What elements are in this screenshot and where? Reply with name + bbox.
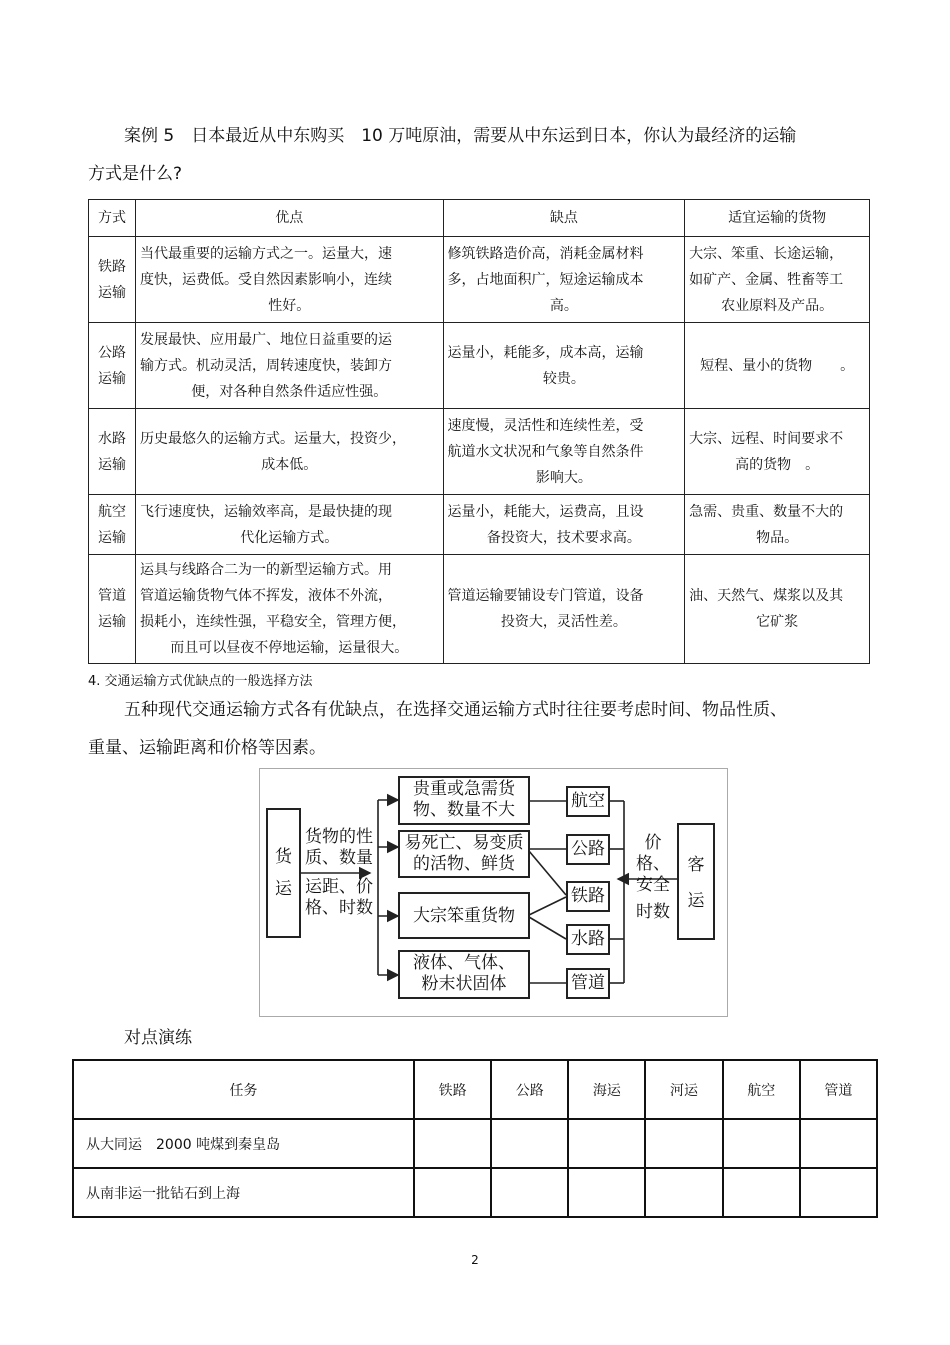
- page-number: 2: [471, 1253, 479, 1267]
- pfactor-line-1: 价格、: [636, 833, 670, 874]
- cell-line: 而且可以昼夜不停地运输，运量很大。: [170, 640, 409, 656]
- mode-pipeline: 管道: [571, 973, 605, 993]
- cell-line: 运输: [97, 284, 126, 301]
- goods-cell: [685, 323, 870, 409]
- cell-line: 运输: [97, 370, 126, 387]
- practice-table: [72, 1059, 878, 1218]
- cell-line: 管道运输要铺设专门管道，设备: [447, 588, 644, 604]
- case-line-2: 方式是什么?: [88, 164, 183, 184]
- practice-header-row: [73, 1060, 877, 1119]
- passenger-factors: [628, 833, 678, 923]
- table-row: [89, 495, 870, 555]
- answer-cell[interactable]: [800, 1168, 877, 1217]
- answer-cell[interactable]: [414, 1168, 491, 1217]
- factor-line-4: 格、时数: [305, 898, 373, 918]
- cell-line: 发展最快、应用最广、地位日益重要的运: [139, 331, 392, 348]
- transport-selection-diagram: [259, 768, 728, 1017]
- section-4-line-2: 重量、运输距离和价格等因素。: [88, 738, 326, 758]
- goods-text: 物、数量不大: [413, 800, 515, 820]
- cell-line: 大宗、远程、时间要求不: [689, 430, 844, 447]
- cell-line: 运输: [97, 456, 126, 473]
- cell-line: 水路: [97, 430, 126, 447]
- cell-line: 高的货物 。: [735, 456, 820, 473]
- answer-cell[interactable]: [568, 1168, 645, 1217]
- cell-line: 运输: [97, 529, 126, 546]
- practice-task-1: 从大同运 2000 吨煤到秦皇岛: [73, 1119, 414, 1168]
- cell-line: 多，占地面积广，短途运输成本: [447, 271, 644, 288]
- answer-cell[interactable]: [414, 1119, 491, 1168]
- goods-text: 液体、气体、: [413, 953, 515, 973]
- freight-char-2: 运: [275, 879, 292, 899]
- cons-cell: [443, 237, 685, 323]
- answer-cell[interactable]: [491, 1119, 568, 1168]
- cons-cell: [443, 409, 685, 495]
- cell-line: 航道水文状况和气象等自然条件: [447, 443, 644, 460]
- cell-line: 速度慢，灵活性和连续性差，受: [447, 417, 644, 434]
- table-row: [89, 323, 870, 409]
- factor-line-1: 货物的性: [305, 827, 373, 847]
- table-row: [89, 409, 870, 495]
- mode-air: 航空: [571, 791, 605, 811]
- freight-char-1: 货: [275, 847, 292, 867]
- cell-line: 备投资大，技术要求高。: [486, 529, 641, 546]
- practice-task-2: 从南非运一批钻石到上海: [73, 1168, 414, 1217]
- mode-cell: [89, 237, 136, 323]
- cell-line: 运量小，耗能多，成本高，运输: [447, 344, 644, 361]
- factor-line-3: 运距、价: [305, 877, 373, 897]
- mode-cell: [89, 495, 136, 555]
- goods-cell: [685, 409, 870, 495]
- cell-line: 便，对各种自然条件适应性强。: [191, 383, 388, 400]
- practice-header-task: 任务: [73, 1060, 414, 1119]
- table-header-row: [89, 200, 870, 237]
- goods-box-fluid: [399, 953, 529, 995]
- cell-line: 运具与线路合二为一的新型运输方式。用: [139, 562, 392, 578]
- cons-cell: [443, 555, 685, 664]
- cons-cell: [443, 495, 685, 555]
- cell-line: 运输: [97, 614, 126, 630]
- passenger-char-1: 客: [687, 855, 705, 875]
- header-pros: 优点: [135, 200, 443, 237]
- cell-line: 它矿浆: [756, 614, 799, 630]
- cell-line: 输方式。机动灵活，周转速度快，装卸方: [139, 357, 392, 374]
- cell-line: 物品。: [756, 529, 799, 546]
- pros-cell: [135, 323, 443, 409]
- pfactor-line-3: 时数: [636, 902, 670, 922]
- cell-line: 影响大。: [535, 469, 592, 486]
- practice-header-rail: 铁路: [414, 1060, 491, 1119]
- cell-line: 修筑铁路造价高，消耗金属材料: [447, 245, 644, 262]
- cell-line: 运量小，耗能大，运费高，且设: [447, 503, 644, 520]
- case-line-1: 案例 5 日本最近从中东购买 10 万吨原油，需要从中东运到日本，你认为最经济的运输: [124, 126, 797, 146]
- factor-line-2: 质、数量: [305, 848, 373, 868]
- cell-line: 飞行速度快，运输效率高，是最快捷的现: [139, 503, 392, 520]
- pfactor-line-2: 安全: [636, 875, 670, 895]
- header-mode: 方式: [89, 200, 136, 237]
- goods-text: 易死亡、易变质: [404, 833, 524, 853]
- practice-header-river: 河运: [645, 1060, 722, 1119]
- cell-line: 成本低。: [261, 456, 318, 473]
- goods-box-bulk: [399, 906, 529, 927]
- answer-cell[interactable]: [723, 1168, 800, 1217]
- mode-road: 公路: [571, 839, 605, 859]
- transport-comparison-table: [88, 199, 870, 664]
- cell-line: 如矿产、金属、牲畜等工: [689, 271, 844, 288]
- mode-cell: [89, 323, 136, 409]
- pros-cell: [135, 237, 443, 323]
- goods-cell: [685, 555, 870, 664]
- mode-water: 水路: [571, 929, 605, 949]
- freight-factors: [304, 827, 374, 919]
- goods-box-precious: [399, 779, 529, 821]
- cell-line: 大宗、笨重、长途运输，: [689, 245, 844, 262]
- cell-line: 公路: [97, 344, 126, 361]
- practice-header-pipeline: 管道: [800, 1060, 877, 1119]
- cell-line: 航空: [97, 503, 126, 520]
- pros-cell: [135, 409, 443, 495]
- answer-cell[interactable]: [645, 1119, 722, 1168]
- mode-cell: [89, 555, 136, 664]
- cons-cell: [443, 323, 685, 409]
- practice-title: 对点演练: [124, 1028, 192, 1048]
- goods-text: 大宗笨重货物: [413, 906, 515, 926]
- passenger-label: [678, 847, 714, 919]
- pros-cell: [135, 555, 443, 664]
- answer-cell[interactable]: [645, 1168, 722, 1217]
- section-4-line-1: 五种现代交通运输方式各有优缺点，在选择交通运输方式时往往要考虑时间、物品性质、: [124, 700, 787, 720]
- cell-line: 代化运输方式。: [240, 529, 339, 546]
- table-row: [89, 555, 870, 664]
- cell-line: 油、天然气、煤浆以及其: [689, 588, 844, 604]
- practice-header-road: 公路: [491, 1060, 568, 1119]
- answer-cell[interactable]: [800, 1119, 877, 1168]
- cell-line: 铁路: [97, 258, 126, 275]
- cell-line: 农业原料及产品。: [721, 297, 834, 314]
- mode-cell: [89, 409, 136, 495]
- cell-line: 损耗小，连续性强，平稳安全，管理方便，: [139, 614, 406, 630]
- table-row: [73, 1168, 877, 1217]
- goods-cell: [685, 237, 870, 323]
- goods-text: 贵重或急需货: [413, 779, 515, 799]
- cell-line: 当代最重要的运输方式之一。运量大，速: [139, 245, 392, 262]
- pros-cell: [135, 495, 443, 555]
- goods-box-perishable: [399, 833, 529, 875]
- goods-text: 的活物、鲜货: [413, 854, 515, 874]
- answer-cell[interactable]: [568, 1119, 645, 1168]
- cell-line: 投资大，灵活性差。: [500, 614, 627, 630]
- table-row: [73, 1119, 877, 1168]
- section-4-heading: 4. 交通运输方式优缺点的一般选择方法: [88, 674, 313, 689]
- cell-line: 性好。: [268, 297, 311, 314]
- passenger-char-2: 运: [687, 891, 705, 911]
- cell-line: 管道运输货物气体不挥发，液体不外流，: [139, 588, 392, 604]
- cell-line: 度快，运费低。受自然因素影响小，连续: [139, 271, 392, 288]
- mode-rail: 铁路: [571, 886, 605, 906]
- freight-label: [267, 841, 300, 905]
- cell-line: 急需、贵重、数量不大的: [689, 503, 844, 520]
- cell-line: 管道: [97, 588, 126, 604]
- cell-line: 高。: [549, 297, 578, 314]
- answer-cell[interactable]: [491, 1168, 568, 1217]
- cell-line: 历史最悠久的运输方式。运量大，投资少，: [139, 430, 406, 447]
- cell-line: 较贵。: [542, 370, 585, 387]
- cell-line: 短程、量小的货物 。: [700, 357, 855, 374]
- goods-cell: [685, 495, 870, 555]
- answer-cell[interactable]: [723, 1119, 800, 1168]
- practice-header-air: 航空: [723, 1060, 800, 1119]
- practice-header-sea: 海运: [568, 1060, 645, 1119]
- header-goods: 适宜运输的货物: [685, 200, 870, 237]
- header-cons: 缺点: [443, 200, 685, 237]
- table-row: [89, 237, 870, 323]
- goods-text: 粉末状固体: [421, 974, 507, 994]
